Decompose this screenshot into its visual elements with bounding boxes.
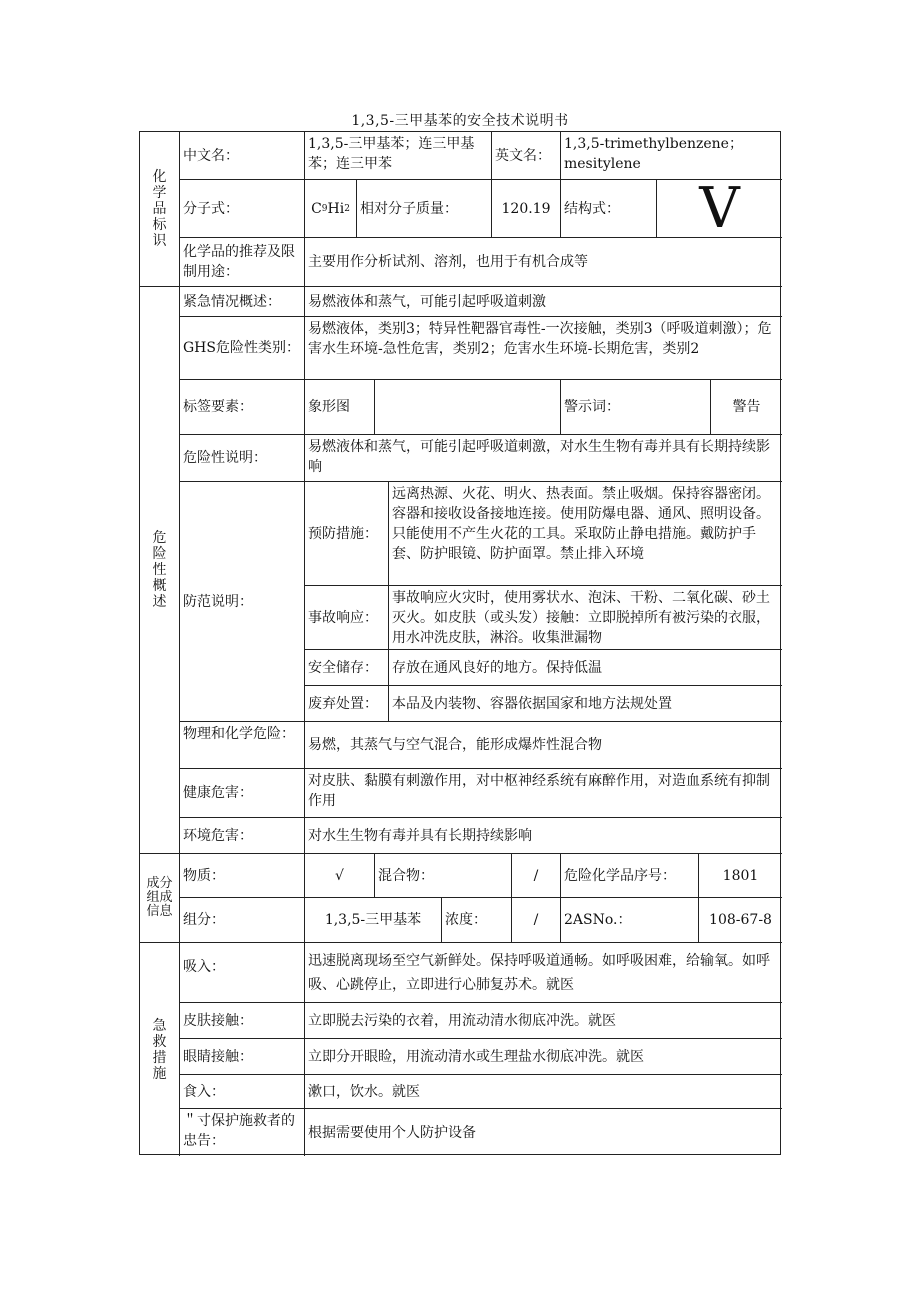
mixture-value: / <box>512 854 561 898</box>
emergency-value: 易燃液体和蒸气，可能引起呼吸道刺激 <box>305 287 782 317</box>
ghs-value: 易燃液体，类别3；特异性靶器官毒性-一次接触，类别3（呼吸道刺激）；危害水生环境-急性危害，类别2；危害水生环境-长期危害，类别2 <box>305 317 782 380</box>
struct-label: 结构式： <box>561 180 657 238</box>
pictogram-label: 象形图 <box>305 380 375 435</box>
label-elements-label: 标签要素： <box>180 380 305 435</box>
structure-mark: V <box>699 180 740 238</box>
storage-value: 存放在通风良好的地方。保持低温 <box>389 650 782 686</box>
eye-value: 立即分开眼睑，用流动清水或生理盐水彻底冲洗。就医 <box>305 1039 782 1075</box>
env-value: 对水生生物有毒并具有长期持续影响 <box>305 818 782 854</box>
prevention-value: 远离热源、火花、明火、热表面。禁止吸烟。保持容器密闭。容器和接收设备接地连接。使用防爆电器、通风、照明设备。只能使用不产生火花的工具。采取防止静电措施。戴防护手套、防护眼镜、防护面罩。禁止排入环境 <box>389 482 782 586</box>
mw-value: 120.19 <box>492 180 561 238</box>
inhalation-value: 迅速脱离现场至空气新鲜处。保持呼吸道通畅。如呼吸困难，给输氧。如呼吸、心跳停止，立即进行心肺复苏术。就医 <box>305 943 782 1003</box>
health-value: 对皮肤、黏膜有刺激作用，对中枢神经系统有麻醉作用，对造血系统有抑制作用 <box>305 769 782 818</box>
use-value: 主要用作分析试剂、溶剂，也用于有机合成等 <box>305 238 782 287</box>
storage-label: 安全储存： <box>305 650 389 686</box>
disposal-label: 废弃处置： <box>305 686 389 722</box>
sds-table <box>139 131 781 1155</box>
signal-word-value: 警告 <box>711 380 782 435</box>
concentration-label: 浓度： <box>442 898 512 943</box>
env-label: 环境危害： <box>180 818 305 854</box>
ingestion-value: 漱口，饮水。就医 <box>305 1075 782 1109</box>
en-name-label: 英文名： <box>492 132 561 180</box>
section-label-first-aid: 急救措施 <box>140 943 180 1156</box>
rescuer-value: 根据需要使用个人防护设备 <box>308 1124 476 1141</box>
physchem-value: 易燃，其蒸气与空气混合，能形成爆炸性混合物 <box>305 722 782 769</box>
mixture-label: 混合物： <box>375 854 512 898</box>
inhalation-label: 吸入： <box>180 943 305 1003</box>
hazard-statement-label: 危险性说明： <box>180 435 305 482</box>
section-label-composition: 成分组成信息 <box>140 854 180 943</box>
ghs-label: GHS危险性类别： <box>180 317 305 380</box>
response-value: 事故响应火灾时，使用雾状水、泡沫、干粉、二氧化碳、砂土灭火。如皮肤（或头发）接触：立即脱掉所有被污染的衣服，用水冲洗皮肤，淋浴。收集泄漏物 <box>389 586 782 650</box>
formula-value: C 9 Hi 2 <box>305 180 357 238</box>
component-label: 组分： <box>180 898 305 943</box>
signal-word-label: 警示词： <box>561 380 711 435</box>
hazchem-no-value: 1801 <box>699 854 782 898</box>
precaution-label: 防范说明： <box>180 482 305 722</box>
hazard-statement-value: 易燃液体和蒸气，可能引起呼吸道刺激，对水生生物有毒并具有长期持续影响 <box>305 435 782 482</box>
pictogram-area <box>375 380 561 435</box>
disposal-value: 本品及内装物、容器依据国家和地方法规处置 <box>389 686 782 722</box>
structure-image <box>657 180 782 238</box>
prevention-label: 预防措施： <box>305 482 389 586</box>
skin-value: 立即脱去污染的衣着，用流动清水彻底冲洗。就医 <box>305 1003 782 1039</box>
eye-label: 眼睛接触： <box>180 1039 305 1075</box>
cas-value: 108-67-8 <box>699 898 782 943</box>
rescuer-label: ＂寸保护施救者的忠告： <box>180 1109 305 1156</box>
formula-label: 分子式： <box>180 180 305 238</box>
substance-value: √ <box>305 854 375 898</box>
response-label: 事故响应： <box>305 586 389 650</box>
use-label: 化学品的推荐及限制用途： <box>180 238 305 287</box>
document-title: 1,3,5-三甲基苯的安全技术说明书 <box>351 113 569 129</box>
ingestion-label: 食入： <box>180 1075 305 1109</box>
cn-name-value: 1,3,5-三甲基苯；连三甲基苯；连三甲苯 <box>305 132 492 180</box>
section-label-identification: 化学品标识 <box>140 132 180 287</box>
section-label-hazards: 危险性概述 <box>140 287 180 854</box>
concentration-value: / <box>512 898 561 943</box>
mw-label: 相对分子质量： <box>357 180 492 238</box>
emergency-label: 紧急情况概述： <box>180 287 305 317</box>
cn-name-label: 中文名： <box>180 132 305 180</box>
component-value: 1,3,5-三甲基苯 <box>305 898 442 943</box>
physchem-label: 物理和化学危险： <box>180 722 305 769</box>
substance-label: 物质： <box>180 854 305 898</box>
en-name-value: 1,3,5-trimethylbenzene；mesitylene <box>561 132 782 180</box>
cas-label: 2ASNo.： <box>561 898 699 943</box>
skin-label: 皮肤接触： <box>180 1003 305 1039</box>
health-label: 健康危害： <box>180 769 305 818</box>
hazchem-no-label: 危险化学品序号： <box>561 854 699 898</box>
